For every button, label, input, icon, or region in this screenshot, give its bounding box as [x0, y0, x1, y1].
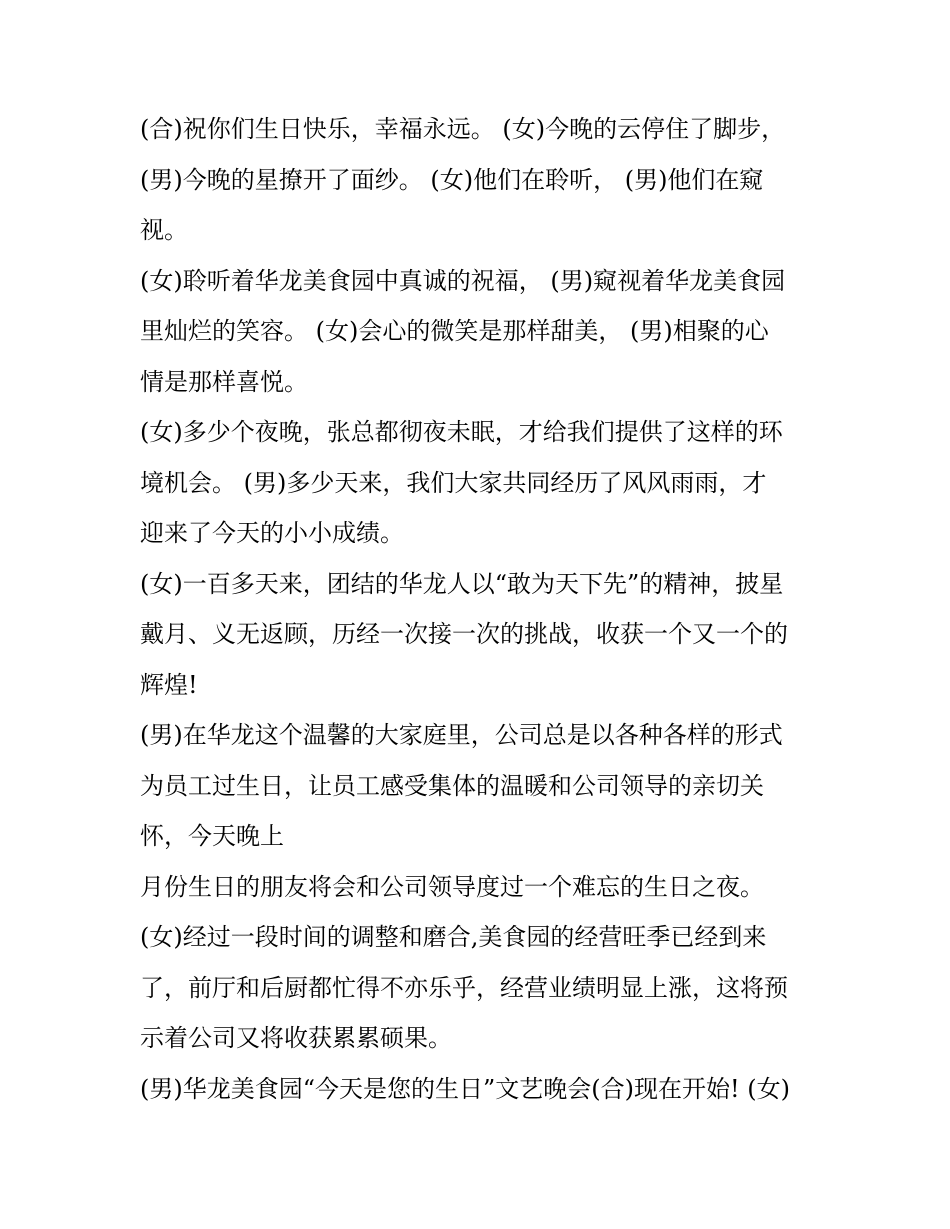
text-line: 情是那样喜悦。	[140, 367, 308, 396]
text-line: 里灿烂的笑容。 (女)会心的微笑是那样甜美， (男)相聚的心	[140, 317, 769, 345]
text-line: (女)一百多天来，团结的华龙人以“敢为天下先”的精神，披星	[140, 569, 784, 598]
text-line: 迎来了今天的小小成绩。	[140, 519, 404, 547]
text-line: (合)祝你们生日快乐，幸福永远。 (女)今晚的云停住了脚步，	[140, 115, 786, 143]
document-body	[140, 104, 820, 1114]
text-line: 为员工过生日，让员工感受集体的温暖和公司领导的亲切关	[140, 771, 764, 800]
text-line: (男)在华龙这个温馨的大家庭里，公司总是以各种各样的形式	[140, 721, 783, 749]
text-line: 辉煌!	[140, 670, 198, 699]
text-line: (女)多少个夜晚，张总都彻夜未眠，才给我们提供了这样的环	[140, 418, 783, 446]
text-line: (女)聆听着华龙美食园中真诚的祝福， (男)窥视着华龙美食园	[140, 266, 786, 295]
text-line: (女)经过一段时间的调整和磨合,美食园的经营旺季已经到来	[140, 923, 767, 951]
text-line: 视。	[140, 216, 188, 244]
text-line: 戴月、义无返顾，历经一次接一次的挑战，收获一个又一个的	[140, 620, 788, 648]
text-line: 示着公司又将收获累累硕果。	[140, 1024, 452, 1052]
text-line: (男)华龙美食园“今天是您的生日”文艺晚会(合)现在开始! (女)	[140, 1074, 790, 1103]
text-line: 境机会。 (男)多少天来，我们大家共同经历了风风雨雨，才	[140, 468, 767, 497]
text-line: 月份生日的朋友将会和公司领导度过一个难忘的生日之夜。	[140, 872, 764, 901]
text-line: (男)今晚的星撩开了面纱。 (女)他们在聆听， (男)他们在窥	[140, 165, 764, 194]
text-line: 了，前厅和后厨都忙得不亦乐乎，经营业绩明显上涨，这将预	[140, 973, 788, 1002]
text-line: 怀，今天晚上	[140, 822, 284, 850]
